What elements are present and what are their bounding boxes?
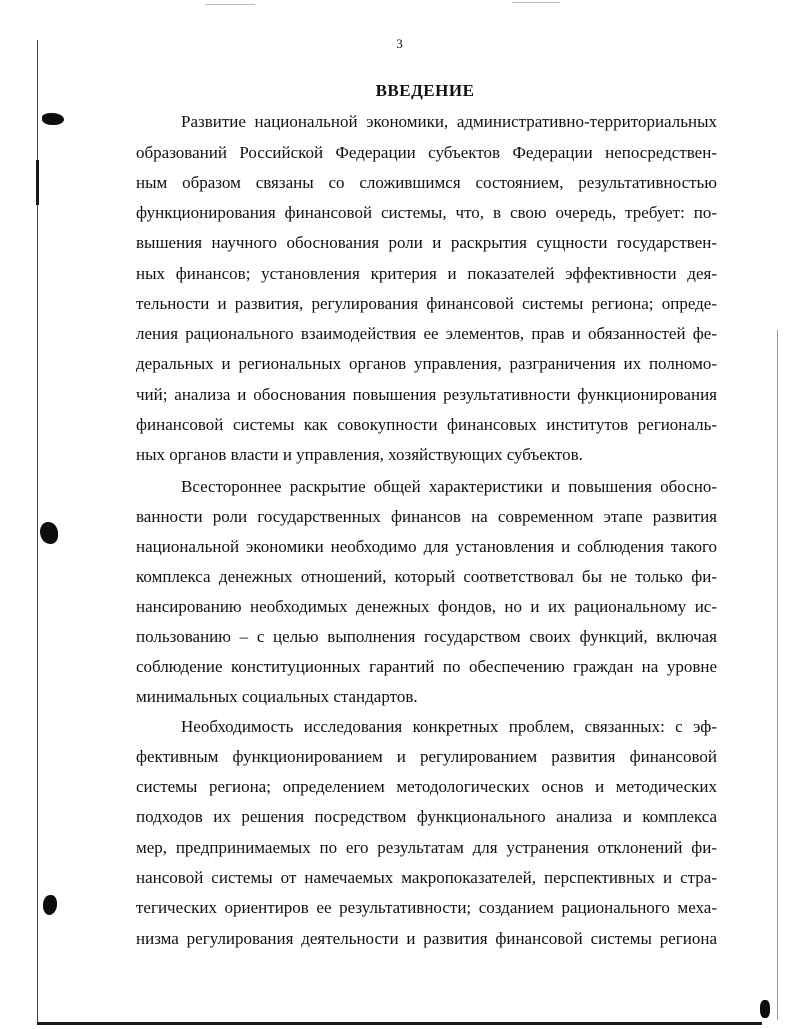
- text-line: чий; анализа и обоснования повышения результативности функционирования: [136, 385, 717, 404]
- scan-blot-2: [40, 522, 58, 544]
- scan-blot-1: [42, 113, 64, 125]
- scan-edge-right: [777, 330, 778, 1020]
- text-line: вышения научного обоснования роли и раскрытия сущности государствен-: [136, 233, 717, 252]
- text-line: деральных и региональных органов управления, разграничения их полномо-: [136, 354, 717, 373]
- text-line: финансовой системы как совокупности финансовых институтов региональ-: [136, 415, 717, 434]
- text-line: мер, предпринимаемых по его результатам для устранения отклонений фи-: [136, 838, 717, 857]
- text-line: минимальных социальных стандартов.: [136, 687, 418, 706]
- text-line: тегических ориентиров ее результативности; созданием рационального меха-: [136, 898, 717, 917]
- scan-edge-bottom: [37, 1022, 762, 1025]
- text-line: подходов их решения посредством функционального анализа и комплекса: [136, 807, 717, 826]
- scan-edge-top-b: [512, 2, 560, 3]
- scan-blot-3: [43, 895, 57, 915]
- text-line: ным образом связаны со сложившимся состоянием, результативностью: [136, 173, 717, 192]
- text-line: системы региона; определением методологических основ и методических: [136, 777, 717, 796]
- text-line: функционирования финансовой системы, что, в свою очередь, требует: по-: [136, 203, 717, 222]
- text-line: Всестороннее раскрытие общей характеристики и повышения обосно-: [181, 477, 717, 496]
- text-line: тельности и развития, регулирования финансовой системы региона; опреде-: [136, 294, 717, 313]
- text-line: нансированию необходимых денежных фондов, но и их рациональному ис-: [136, 597, 717, 616]
- text-line: образований Российской Федерации субъектов Федерации непосредствен-: [136, 143, 717, 162]
- text-line: комплекса денежных отношений, который соответствовал бы не только фи-: [136, 567, 717, 586]
- text-line: соблюдение конституционных гарантий по обеспечению граждан на уровне: [136, 657, 717, 676]
- scan-blot-4: [760, 1000, 770, 1018]
- text-line: нансовой системы от намечаемых макропоказателей, перспективных и стра-: [136, 868, 717, 887]
- text-line: Необходимость исследования конкретных проблем, связанных: с эф-: [181, 717, 717, 736]
- text-line: ных органов власти и управления, хозяйствующих субъектов.: [136, 445, 583, 464]
- text-line: фективным функционированием и регулированием развития финансовой: [136, 747, 717, 766]
- scan-edge-top-a: [205, 4, 255, 5]
- text-line: пользованию – с целью выполнения государством своих функций, включая: [136, 627, 717, 646]
- text-line: ления рационального взаимодействия ее элементов, прав и обязанностей фе-: [136, 324, 717, 343]
- text-line: национальной экономики необходимо для установления и соблюдения такого: [136, 537, 717, 556]
- text-line: ных финансов; установления критерия и показателей эффективности дея-: [136, 264, 717, 283]
- text-line: низма регулирования деятельности и развития финансовой системы региона: [136, 929, 717, 948]
- scan-bracket-left: [36, 160, 39, 205]
- text-line: ванности роли государственных финансов на современном этапе развития: [136, 507, 717, 526]
- page-number: 3: [396, 36, 403, 51]
- text-line: Развитие национальной экономики, административно-территориальных: [181, 112, 717, 131]
- section-title: ВВЕДЕНИЕ: [375, 81, 475, 100]
